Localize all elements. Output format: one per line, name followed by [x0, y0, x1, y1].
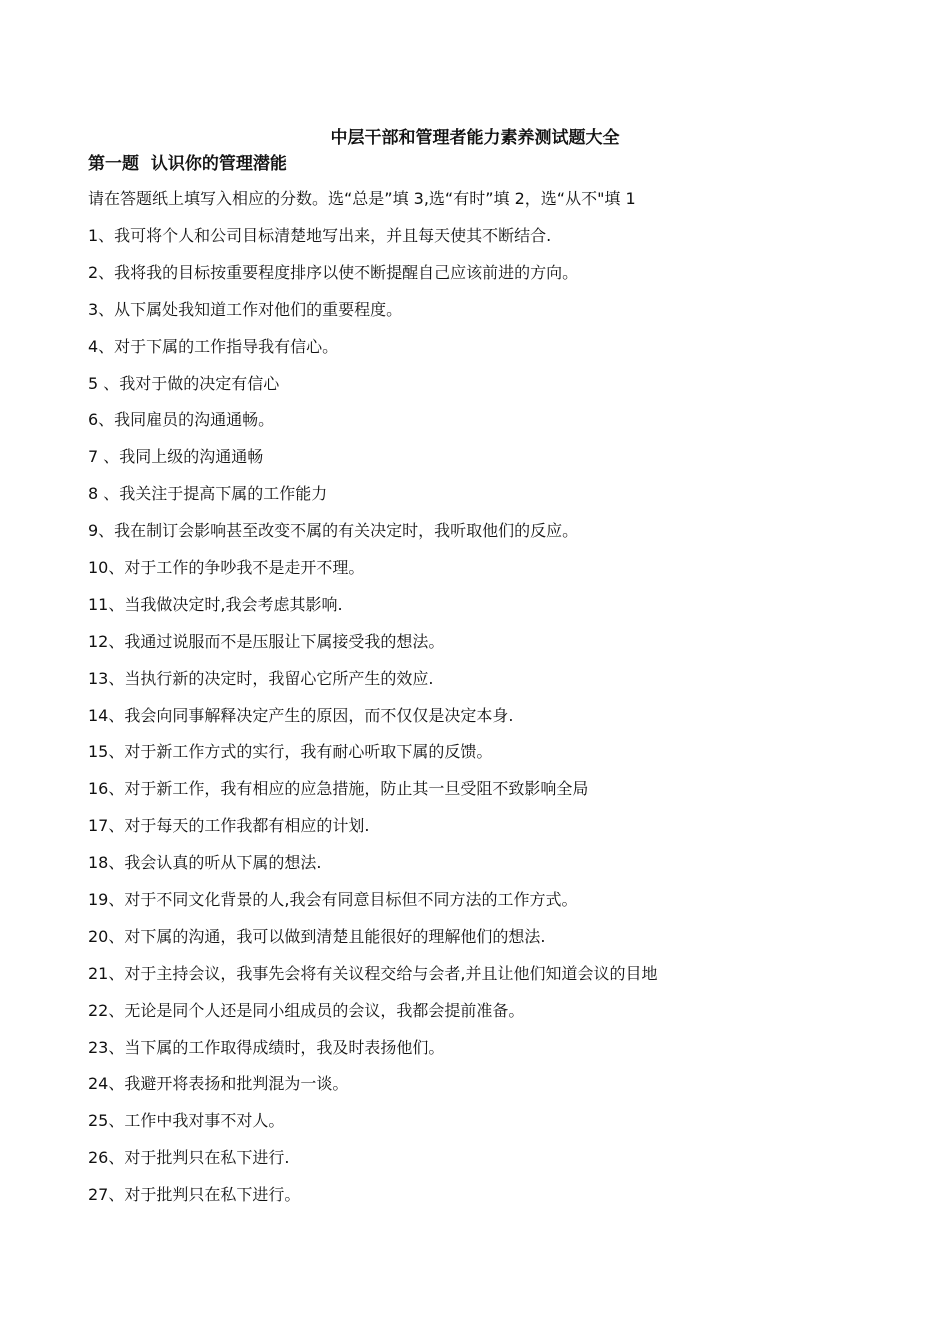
question-item: 4、对于下属的工作指导我有信心。: [88, 336, 339, 356]
question-item: 2、我将我的目标按重要程度排序以使不断提醒自己应该前进的方向。: [88, 262, 579, 282]
question-item: 10、对于工作的争吵我不是走开不理。: [88, 558, 365, 578]
question-item: 14、我会向同事解释决定产生的原因，而不仅仅是决定本身.: [88, 705, 514, 725]
question-item: 8 、我关注于提高下属的工作能力: [88, 484, 328, 504]
question-item: 1、我可将个人和公司目标清楚地写出来，并且每天使其不断结合.: [88, 226, 552, 245]
question-item: 12、我通过说服而不是压服让下属接受我的想法。: [88, 631, 445, 651]
question-item: 6、我同雇员的沟通通畅。: [88, 410, 275, 430]
question-item: 11、当我做决定时,我会考虑其影响.: [88, 594, 343, 614]
question-item: 22、无论是同个人还是同小组成员的会议，我都会提前准备。: [88, 1000, 525, 1020]
question-item: 17、对于每天的工作我都有相应的计划.: [88, 816, 370, 836]
question-item: 25、工作中我对事不对人。: [88, 1111, 285, 1131]
question-item: 24、我避开将表扬和批判混为一谈。: [88, 1074, 349, 1094]
question-item: 3、从下属处我知道工作对他们的重要程度。: [88, 299, 403, 319]
question-item: 27、对于批判只在私下进行。: [88, 1185, 301, 1205]
question-item: 26、对于批判只在私下进行.: [88, 1148, 290, 1168]
question-item: 15、对于新工作方式的实行，我有耐心听取下属的反馈。: [88, 742, 493, 762]
question-item: 21、对于主持会议，我事先会将有关议程交给与会者,并且让他们知道会议的目地: [88, 963, 658, 983]
question-item: 13、当执行新的决定时，我留心它所产生的效应.: [88, 668, 434, 688]
question-item: 7 、我同上级的沟通通畅: [88, 447, 264, 467]
question-item: 16、对于新工作，我有相应的应急措施，防止其一旦受阻不致影响全局: [88, 779, 589, 799]
question-list: [88, 224, 657, 1220]
question-item: 5 、我对于做的决定有信心: [88, 373, 280, 393]
question-item: 18、我会认真的听从下属的想法.: [88, 853, 322, 873]
section-heading: 第一题 认识你的管理潜能: [88, 154, 287, 174]
question-item: 19、对于不同文化背景的人,我会有同意目标但不同方法的工作方式。: [88, 890, 578, 910]
question-item: 20、对下属的沟通，我可以做到清楚且能很好的理解他们的想法.: [88, 926, 546, 946]
document-title: 中层干部和管理者能力素养测试题大全: [330, 128, 620, 148]
question-item: 23、当下属的工作取得成绩时，我及时表扬他们。: [88, 1037, 445, 1057]
question-item: 9、我在制订会影响甚至改变不属的有关决定时，我听取他们的反应。: [88, 521, 579, 541]
instructions-text: 请在答题纸上填写入相应的分数。选“总是”填 3,选“有时”填 2，选“从不"填 1: [88, 189, 636, 208]
